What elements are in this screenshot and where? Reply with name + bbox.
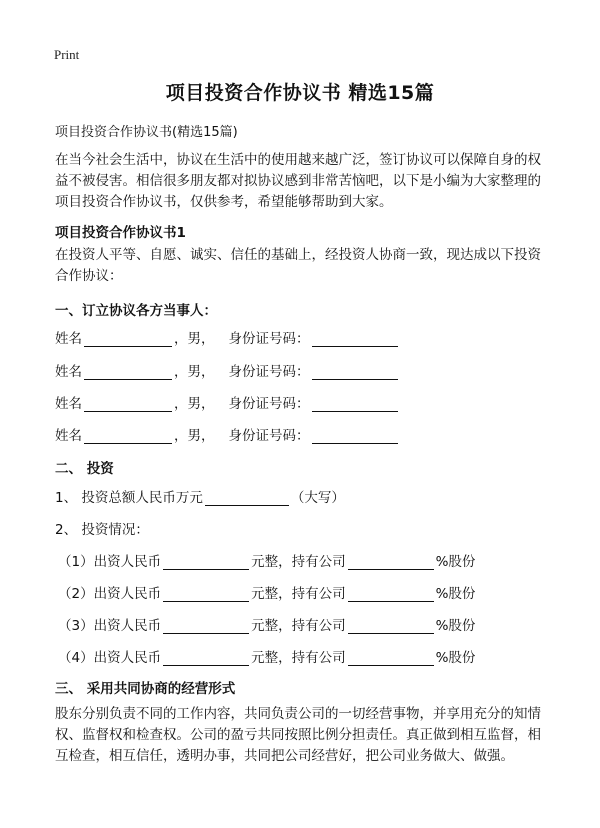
party-row (55, 327, 400, 347)
gender-text: ，男， (174, 364, 215, 380)
clause3-heading: 三、 采用共同协商的经营形式 (55, 681, 236, 697)
row-end-text: %股份 (435, 650, 476, 666)
investment-row (58, 614, 475, 634)
row-label: 出资人民币 (93, 618, 162, 634)
row-number: （2） (58, 586, 94, 602)
row-end-text: %股份 (435, 586, 476, 602)
clause1-heading: 一、订立协议各方当事人： (55, 303, 217, 319)
party-row (55, 360, 400, 380)
id-blank[interactable] (312, 365, 398, 380)
row-mid-text: 元整，持有公司 (251, 586, 346, 602)
amount-blank[interactable] (163, 651, 249, 666)
share-blank[interactable] (348, 555, 434, 570)
amount-blank[interactable] (163, 587, 249, 602)
investment-row (58, 646, 475, 666)
id-label: 身份证号码： (228, 364, 310, 380)
party-row (55, 424, 400, 444)
amount-blank[interactable] (163, 619, 249, 634)
id-blank[interactable] (312, 332, 398, 347)
row-end-text: %股份 (435, 618, 476, 634)
intro-paragraph: 在当今社会生活中，协议在生活中的使用越来越广泛，签订协议可以保障自身的权益不被侵害。相信很多朋友都对拟协议感到非常苦恼吧，以下是小编为大家整理的项目投资合作协议书，仅供参考，希望能够帮助到大家。 (55, 152, 541, 210)
investment-row (58, 582, 475, 602)
row-mid-text: 元整，持有公司 (251, 650, 346, 666)
name-blank[interactable] (84, 332, 172, 347)
clause3-body: 股东分别负责不同的工作内容，共同负责公司的一切经营事物，并享用充分的知情权、监督权和检查权。公司的盈亏共同按照比例分担责任。真正做到相互监督，相互检查，相互信任，透明办事，共同把公司经营好，把公司业务做大、做强。 (55, 706, 541, 764)
name-label: 姓名 (55, 364, 82, 380)
name-blank[interactable] (84, 397, 172, 412)
row-label: 出资人民币 (93, 586, 162, 602)
row-number: （1） (58, 554, 94, 570)
investment-total-suffix: （大写） (290, 490, 345, 506)
investment-row (58, 550, 475, 570)
share-blank[interactable] (348, 651, 434, 666)
id-label: 身份证号码： (228, 331, 310, 347)
investment-total-blank[interactable] (205, 491, 289, 506)
row-end-text: %股份 (435, 554, 476, 570)
amount-blank[interactable] (163, 555, 249, 570)
row-label: 出资人民币 (93, 554, 162, 570)
id-label: 身份证号码： (228, 428, 310, 444)
row-number: （4） (58, 650, 94, 666)
name-blank[interactable] (84, 365, 172, 380)
share-blank[interactable] (348, 587, 434, 602)
investment-status-text: 2、 投资情况： (55, 522, 149, 538)
investment-status-label (55, 518, 149, 538)
gender-text: ，男， (174, 331, 215, 347)
document-title: 项目投资合作协议书 精选15篇 (165, 82, 435, 104)
row-mid-text: 元整，持有公司 (251, 618, 346, 634)
row-label: 出资人民币 (93, 650, 162, 666)
print-link[interactable]: Print (54, 47, 80, 62)
name-label: 姓名 (55, 331, 82, 347)
row-number: （3） (58, 618, 94, 634)
name-label: 姓名 (55, 428, 82, 444)
row-mid-text: 元整，持有公司 (251, 554, 346, 570)
name-label: 姓名 (55, 396, 82, 412)
gender-text: ，男， (174, 396, 215, 412)
id-label: 身份证号码： (228, 396, 310, 412)
party-row (55, 392, 400, 412)
gender-text: ，男， (174, 428, 215, 444)
id-blank[interactable] (312, 397, 398, 412)
clause2-heading: 二、 投资 (55, 461, 114, 477)
investment-total-label: 1、 投资总额人民币万元 (55, 490, 203, 506)
share-blank[interactable] (348, 619, 434, 634)
name-blank[interactable] (84, 429, 172, 444)
id-blank[interactable] (312, 429, 398, 444)
document-subtitle: 项目投资合作协议书(精选15篇) (55, 125, 238, 140)
investment-total-row (55, 486, 345, 506)
lead-paragraph: 在投资人平等、自愿、诚实、信任的基础上，经投资人协商一致，现达成以下投资合作协议： (55, 247, 541, 284)
section-title: 项目投资合作协议书1 (55, 225, 186, 241)
